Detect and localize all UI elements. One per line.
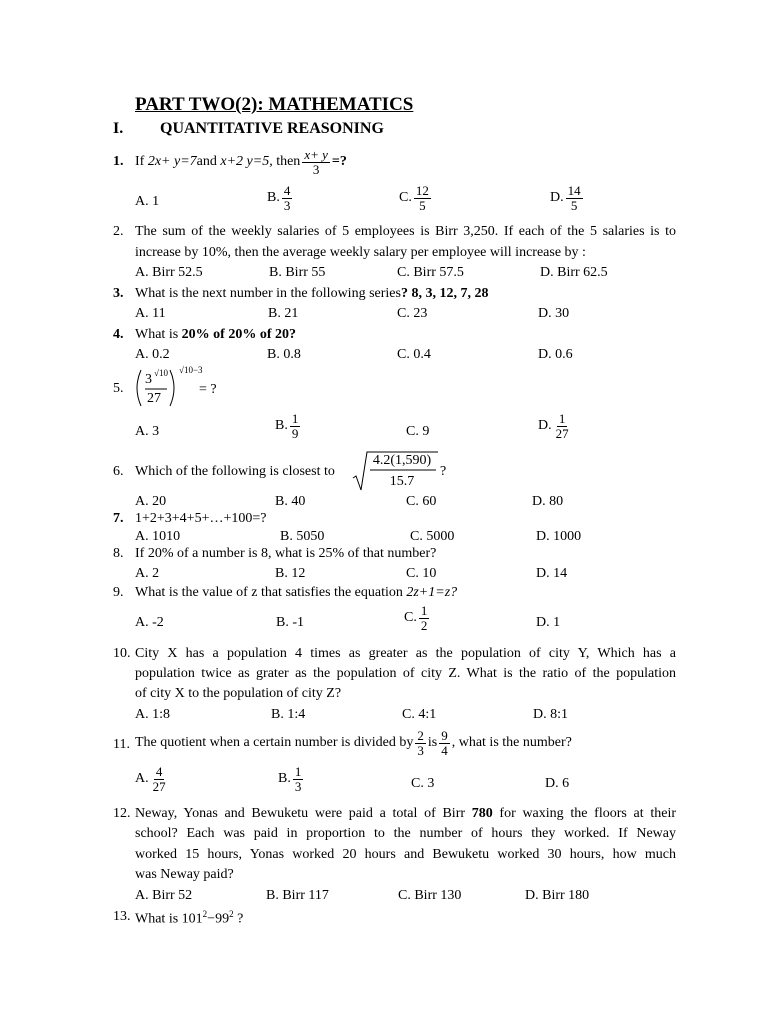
q9-text	[135, 586, 457, 600]
q2-line-1: The sum of the weekly salaries of 5 employees is Birr 3,250. If each of the 5 salaries is to	[135, 224, 676, 239]
q1-b-den: 3	[283, 197, 291, 213]
q3-option-b: B. 21	[268, 306, 299, 321]
q11-text	[135, 726, 572, 760]
q11-a-den: 27	[152, 778, 166, 794]
q1-suffix: =?	[331, 154, 347, 169]
q7-text: 1+2+3+4+5+…+100=?	[135, 511, 267, 526]
q12-line-4: was Neway paid?	[135, 867, 234, 882]
q1-c-num: 12	[415, 183, 429, 198]
q11-frac-2	[439, 729, 450, 757]
page-title: PART TWO(2): MATHEMATICS	[135, 94, 414, 115]
q3-text	[135, 287, 488, 301]
q11-option-b	[278, 765, 305, 793]
q4-option-b: B. 0.8	[267, 347, 301, 362]
q4-question: What is	[135, 327, 182, 342]
q11-option-a	[135, 765, 170, 793]
q5-inner-exponent: √10	[154, 368, 168, 378]
q1-text	[135, 145, 347, 179]
q4-bold: 20% of 20% of 20?	[181, 327, 296, 342]
q10-option-c: C. 4:1	[402, 707, 437, 722]
q1-eq2: x+2 y=5	[220, 154, 270, 169]
q8-text: If 20% of a number is 8, what is 25% of that number?	[135, 546, 437, 561]
q3-question: What is the next number in the following series	[135, 286, 401, 301]
q4-text	[135, 328, 296, 342]
q13-exp-2: 2	[229, 909, 234, 919]
q4-option-a: A. 0.2	[135, 347, 170, 362]
q1-b-letter: B.	[267, 190, 280, 206]
q5-option-a: A. 3	[135, 424, 160, 439]
q6-suffix: ?	[440, 464, 447, 479]
q5-option-b	[275, 412, 302, 440]
q6-option-b: B. 40	[275, 494, 306, 509]
q6-number: 6.	[113, 464, 124, 479]
q10-option-a: A. 1:8	[135, 707, 170, 722]
q11-option-c: C. 3	[411, 776, 435, 791]
q6-text: Which of the following is closest to	[135, 464, 335, 479]
q11-f2-den: 4	[441, 742, 448, 758]
q12-line-3: worked 15 hours, Yonas worked 20 hours and Bewuketu worked 30 hours, how much	[135, 847, 676, 862]
q5-suffix: = ?	[199, 382, 217, 397]
q9-option-a: A. -2	[135, 615, 164, 630]
q7-number: 7.	[113, 511, 124, 526]
q12-option-d: D. Birr 180	[525, 888, 590, 903]
q6-option-d: D. 80	[532, 494, 564, 509]
q12-option-a: A. Birr 52	[135, 888, 193, 903]
q8-option-b: B. 12	[275, 566, 306, 581]
q1-eq1: 2x+ y=7	[147, 154, 197, 169]
q10-line-1: City X has a population 4 times as greater as the population of city Y, Which has a	[135, 646, 676, 661]
q3-option-a: A. 11	[135, 306, 166, 321]
q9-c-letter: C.	[404, 610, 417, 626]
q5-b-num: 1	[291, 411, 299, 426]
q9-option-d: D. 1	[536, 615, 561, 630]
q12-option-c: C. Birr 130	[398, 888, 462, 903]
q11-f2-num: 9	[441, 727, 448, 743]
section-title: QUANTITATIVE REASONING	[160, 120, 384, 137]
q1-b-frac	[282, 184, 293, 212]
q1-option-b	[267, 184, 294, 212]
q13-base-1: 101	[181, 911, 203, 927]
q7-option-b: B. 5050	[280, 529, 325, 544]
q12-number: 12.	[113, 806, 131, 821]
q10-option-d: D. 8:1	[533, 707, 568, 722]
q13-number: 13.	[113, 909, 131, 924]
q8-option-c: C. 10	[406, 566, 437, 581]
q3-number: 3.	[113, 286, 124, 301]
q13-minus: −	[207, 911, 216, 927]
q3-series: ? 8, 3, 12, 7, 28	[400, 286, 489, 301]
q2-option-c: C. Birr 57.5	[397, 265, 464, 280]
q1-number: 1.	[113, 154, 124, 169]
q3-option-d: D. 30	[538, 306, 570, 321]
q1-d-letter: D.	[550, 190, 564, 206]
q1-option-d	[550, 184, 585, 212]
q9-equation: 2z+1=z?	[406, 585, 458, 600]
section-numeral: I.	[113, 120, 124, 137]
q1-option-c	[399, 184, 433, 212]
q12-line-2: school? Each was paid in proportion to the number of hours they worked. If Neway	[135, 826, 676, 841]
q3-option-c: C. 23	[397, 306, 428, 321]
q6-radical	[352, 448, 448, 492]
q5-d-den: 27	[555, 425, 569, 441]
q12-line-1	[135, 807, 676, 821]
q5-option-c: C. 9	[406, 424, 430, 439]
q11-a-frac	[151, 765, 168, 793]
q13-text	[135, 910, 243, 927]
q9-option-b: B. -1	[276, 615, 304, 630]
q10-line-3: of city X to the population of city Z?	[135, 686, 342, 701]
q13-exp-1: 2	[202, 909, 208, 919]
q9-number: 9.	[113, 585, 124, 600]
q12-option-b: B. Birr 117	[266, 888, 329, 903]
q1-c-letter: C.	[399, 190, 412, 206]
q12-line-1-pre: Neway, Yonas and Bewuketu were paid a total of Birr	[135, 806, 472, 821]
q8-option-d: D. 14	[536, 566, 568, 581]
q11-f1-den: 3	[417, 742, 424, 758]
q11-a-letter: A.	[135, 771, 149, 787]
q11-b-num: 1	[294, 764, 302, 779]
q8-option-a: A. 2	[135, 566, 160, 581]
q1-frac-den: 3	[312, 161, 320, 177]
q11-frac-1	[415, 729, 426, 757]
q1-d-frac	[566, 184, 583, 212]
q1-d-den: 5	[570, 197, 578, 213]
q12-total: 780	[471, 806, 493, 821]
q9-c-den: 2	[420, 617, 428, 633]
q1-fraction	[302, 148, 330, 176]
q11-suffix: , what is the number?	[451, 735, 572, 750]
q5-number: 5.	[113, 381, 124, 396]
q13-question: What is	[135, 911, 179, 927]
q1-b-num: 4	[283, 183, 291, 198]
q10-option-b: B. 1:4	[271, 707, 306, 722]
q6-rad-denominator: 15.7	[389, 474, 415, 489]
q9-question: What is the value of z that satisfies the equation	[135, 585, 403, 600]
q1-option-a: A. 1	[135, 194, 160, 209]
q8-number: 8.	[113, 546, 124, 561]
q2-number: 2.	[113, 224, 124, 239]
q9-option-c	[404, 604, 431, 632]
q7-option-a: A. 1010	[135, 529, 181, 544]
q12-line-1-post: for waxing the floors at their	[492, 806, 676, 821]
q4-option-c: C. 0.4	[397, 347, 431, 362]
q5-b-letter: B.	[275, 418, 288, 434]
q11-b-letter: B.	[278, 771, 291, 787]
q10-number: 10.	[113, 646, 131, 661]
q13-base-2: 99	[215, 911, 230, 927]
q1-d-num: 14	[567, 183, 581, 198]
q5-denominator: 27	[147, 391, 161, 406]
q1-and: and	[196, 154, 217, 169]
q11-is: is	[427, 735, 438, 750]
q5-base: 3	[145, 372, 152, 387]
q4-number: 4.	[113, 327, 124, 342]
q5-d-num: 1	[558, 411, 566, 426]
q10-line-2: population twice as grater as the population of city Z. What is the ratio of the population	[135, 666, 676, 681]
q11-question: The quotient when a certain number is divided by	[135, 735, 414, 750]
q11-f1-num: 2	[417, 727, 424, 743]
q2-option-b: B. Birr 55	[269, 265, 326, 280]
q13-suffix: ?	[233, 911, 244, 927]
q11-b-frac	[293, 765, 304, 793]
q1-c-frac	[414, 184, 431, 212]
q11-number: 11.	[113, 737, 130, 752]
q11-b-den: 3	[294, 778, 302, 794]
q5-d-letter: D.	[538, 418, 552, 434]
q2-option-d: D. Birr 62.5	[540, 265, 608, 280]
q5-expression	[133, 366, 233, 410]
q1-then: , then	[269, 154, 301, 169]
q1-c-den: 5	[419, 197, 426, 213]
q7-option-c: C. 5000	[410, 529, 455, 544]
q9-c-num: 1	[420, 603, 428, 618]
q5-b-frac	[290, 412, 301, 440]
q1-prefix: If	[135, 154, 145, 169]
q6-option-c: C. 60	[406, 494, 437, 509]
q1-frac-num: x+ y	[304, 146, 328, 162]
q11-option-d: D. 6	[545, 776, 570, 791]
q7-option-d: D. 1000	[536, 529, 582, 544]
q6-rad-numerator: 4.2(1,590)	[372, 453, 432, 468]
q11-a-num: 4	[155, 764, 163, 779]
q2-option-a: A. Birr 52.5	[135, 265, 203, 280]
q9-c-frac	[419, 604, 430, 632]
q2-line-2: increase by 10%, then the average weekly salary per employee will increase by :	[135, 245, 586, 260]
q5-outer-exponent: √10−3	[179, 365, 203, 375]
q5-b-den: 9	[291, 425, 299, 441]
q5-option-d	[538, 412, 573, 440]
q4-option-d: D. 0.6	[538, 347, 573, 362]
q5-d-frac	[554, 412, 571, 440]
q6-option-a: A. 20	[135, 494, 167, 509]
